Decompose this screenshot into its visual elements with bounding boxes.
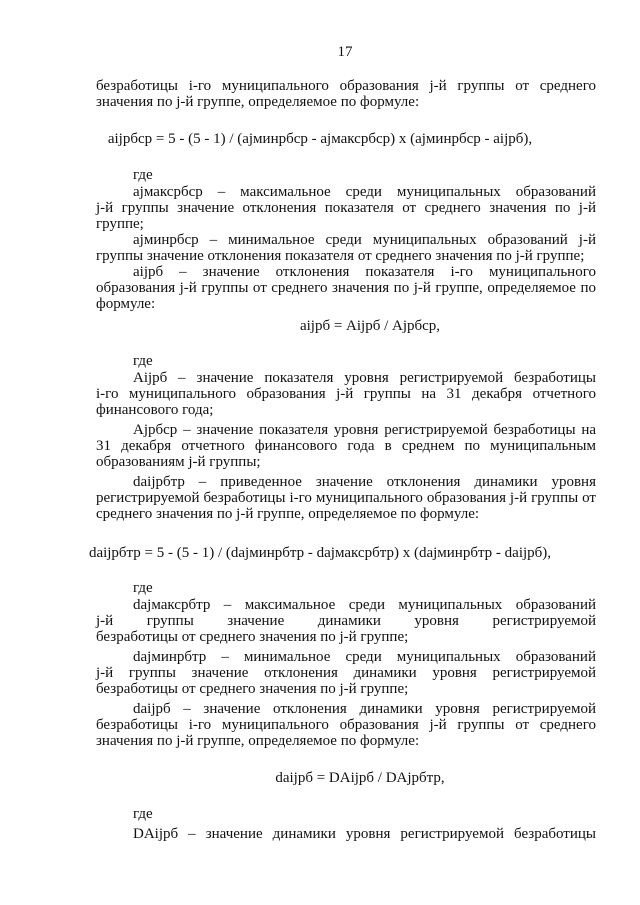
- definition-DAijrb: [96, 826, 596, 842]
- text-line: dajминрбтр – минимальное среди муниципальных образований: [133, 649, 596, 665]
- text-line: значения по j-й группе, определяемое по формуле:: [96, 94, 420, 110]
- text-line: образованиям j-й группы;: [96, 454, 261, 470]
- text-line: формуле:: [96, 296, 156, 312]
- formula-aijrbsr: aijрбср = 5 - (5 - 1) / (ajминрбср - ajмаксрбср) x (ajминрбср - aijрб),: [107, 131, 533, 147]
- definition-dajmaksrbtr: [96, 597, 596, 645]
- text-line: финансового года;: [96, 402, 214, 418]
- definition-aijrb: [96, 264, 596, 312]
- text-line: регистрируемой безработицы i-го муниципального образования j-й группы от: [96, 490, 596, 506]
- text-line: i-го муниципального образования j-й группы на 31 декабря отчетного: [96, 386, 596, 402]
- intro-paragraph: [96, 78, 596, 110]
- text-line: образования j-й группы от среднего значения по j-й группе, определяемое по: [96, 280, 596, 296]
- page-number: 17: [337, 44, 353, 60]
- text-line: безработицы i-го муниципального образования j-й группы от среднего: [96, 78, 596, 94]
- where-label: где: [133, 353, 153, 369]
- text-line: daijрб – значение отклонения динамики уровня регистрируемой: [133, 701, 596, 717]
- text-line: dajмаксрбтр – максимальное среди муниципальных образований: [133, 597, 596, 613]
- text-line: значения по j-й группе, определяемое по формуле:: [96, 733, 420, 749]
- text-line: j-й группы значение отклонения динамики уровня регистрируемой: [96, 665, 596, 681]
- definition-Aijrb: [96, 370, 596, 418]
- where-label: где: [133, 806, 153, 822]
- where-label: где: [133, 167, 153, 183]
- text-line: безработицы от среднего значения по j-й группе;: [96, 629, 409, 645]
- text-line: ajминрбср – минимальное среди муниципальных образований j-й: [133, 232, 596, 248]
- text-line: DAijрб – значение динамики уровня регистрируемой безработицы: [133, 826, 596, 842]
- definition-dajminrbtr: [96, 649, 596, 697]
- formula-aijrb: aijрб = Aijрб / Ajрбср,: [299, 318, 441, 334]
- text-line: группе;: [96, 216, 144, 232]
- formula-daijrbtr: daijрбтр = 5 - (5 - 1) / (dajминрбтр - dajмаксрбтр) x (dajминрбтр - daijрб),: [88, 545, 552, 561]
- text-line: aijрб – значение отклонения показателя i-го муниципального: [133, 264, 596, 280]
- text-line: Aijрб – значение показателя уровня регистрируемой безработицы: [133, 370, 596, 386]
- text-line: 31 декабря отчетного финансового года в среднем по муниципальным: [96, 438, 596, 454]
- definition-daijrb: [96, 701, 596, 749]
- text-line: Ajрбср – значение показателя уровня регистрируемой безработицы на: [133, 422, 596, 438]
- text-line: группы значение отклонения показателя от среднего значения по j-й группе;: [96, 248, 585, 264]
- text-line: j-й группы значение отклонения показателя от среднего значения по j-й: [96, 200, 596, 216]
- text-line: j-й группы значение динамики уровня регистрируемой: [96, 613, 596, 629]
- text-line: daijрбтр – приведенное значение отклонения динамики уровня: [133, 474, 596, 490]
- text-line: безработицы от среднего значения по j-й группе;: [96, 681, 409, 697]
- text-line: ajмаксрбср – максимальное среди муниципальных образований: [133, 184, 596, 200]
- definition-daijrbtr: [96, 474, 596, 522]
- where-label: где: [133, 580, 153, 596]
- definition-Ajrbsr: [96, 422, 596, 470]
- definition-ajmaksrbsr: [96, 184, 596, 232]
- text-line: среднего значения по j-й группе, определяемое по формуле:: [96, 506, 480, 522]
- text-line: безработицы i-го муниципального образования j-й группы от среднего: [96, 717, 596, 733]
- formula-daijrb: daijрб = DAijрб / DAjрбтр,: [275, 770, 445, 786]
- definition-ajminrbsr: [96, 232, 596, 264]
